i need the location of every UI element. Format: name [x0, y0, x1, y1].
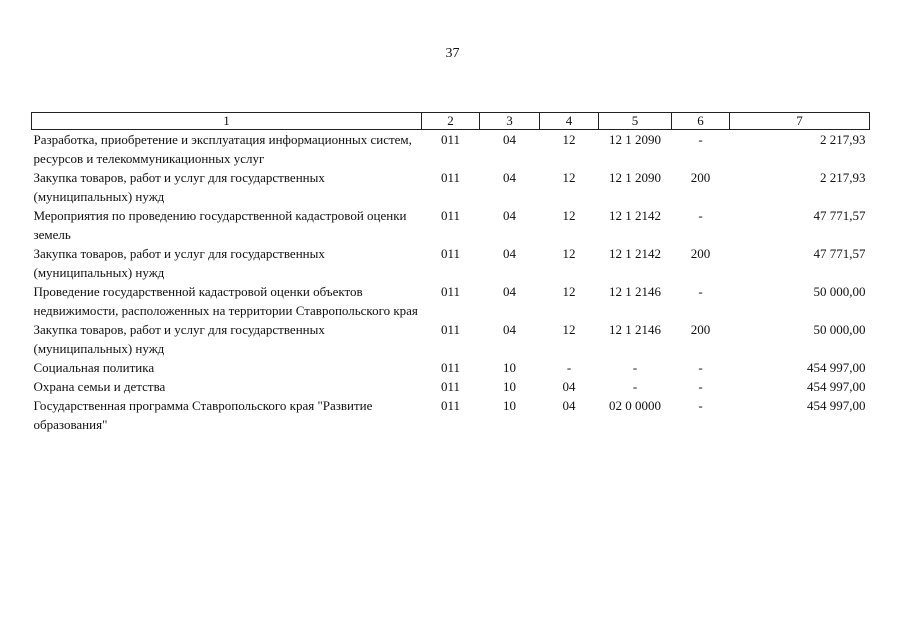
row-expense-type: -	[698, 208, 703, 223]
row-target-article: 12 1 2142	[609, 208, 661, 223]
header-col-1: 1	[32, 113, 422, 130]
row-subsection: 12	[562, 246, 576, 261]
row-name: Социальная политика	[33, 360, 155, 375]
row-amount: 47 771,57	[813, 246, 866, 261]
row-amount: 454 997,00	[807, 398, 866, 413]
row-admin-code: 011	[440, 170, 461, 185]
row-subsection: 12	[562, 284, 576, 299]
row-amount: 50 000,00	[813, 322, 866, 337]
row-target-article: -	[632, 379, 638, 394]
page-number: 37	[445, 46, 460, 61]
row-target-article: 12 1 2142	[609, 246, 661, 261]
row-expense-type: 200	[690, 170, 711, 185]
row-subsection: 12	[562, 132, 576, 147]
row-section: 04	[503, 284, 516, 299]
row-amount: 2 217,93	[820, 132, 866, 147]
row-target-article: 12 1 2146	[609, 284, 661, 299]
table-row	[32, 377, 870, 396]
row-name: Мероприятия по проведению государственной кадастровой оценки земель	[33, 208, 407, 242]
row-target-article: 12 1 2146	[609, 322, 661, 337]
row-section: 10	[503, 398, 516, 413]
table-row	[32, 358, 870, 377]
row-target-article: 12 1 2090	[609, 170, 661, 185]
row-admin-code: 011	[440, 398, 461, 413]
row-subsection: 04	[562, 379, 576, 394]
row-subsection: 12	[562, 322, 576, 337]
row-subsection: -	[566, 360, 572, 375]
header-col-7: 7	[730, 113, 870, 130]
row-admin-code: 011	[440, 132, 461, 147]
table-header	[32, 113, 870, 130]
row-section: 10	[503, 379, 516, 394]
row-target-article: -	[632, 360, 638, 375]
row-subsection: 04	[562, 398, 576, 413]
row-amount: 50 000,00	[813, 284, 866, 299]
row-amount: 47 771,57	[813, 208, 866, 223]
row-expense-type: -	[698, 398, 703, 413]
header-col-5: 5	[599, 113, 672, 130]
row-expense-type: -	[698, 379, 703, 394]
row-name: Закупка товаров, работ и услуг для государственных (муниципальных) нужд	[33, 246, 325, 280]
budget-table	[31, 112, 870, 434]
row-name: Охрана семьи и детства	[33, 379, 166, 394]
row-amount: 2 217,93	[820, 170, 866, 185]
row-target-article: 12 1 2090	[609, 132, 661, 147]
row-subsection: 12	[562, 170, 576, 185]
row-section: 04	[503, 170, 516, 185]
table-row	[32, 206, 870, 244]
row-section: 04	[503, 132, 516, 147]
table-row	[32, 320, 870, 358]
row-section: 04	[503, 208, 516, 223]
header-col-2: 2	[422, 113, 480, 130]
header-col-4: 4	[540, 113, 599, 130]
row-amount: 454 997,00	[807, 379, 866, 394]
table-row	[32, 282, 870, 320]
row-amount: 454 997,00	[807, 360, 866, 375]
row-subsection: 12	[562, 208, 576, 223]
table-row	[32, 244, 870, 282]
row-admin-code: 011	[440, 284, 461, 299]
row-expense-type: -	[698, 360, 703, 375]
table-body	[32, 130, 870, 435]
row-admin-code: 011	[440, 379, 461, 394]
row-target-article: 02 0 0000	[609, 398, 661, 413]
header-row	[32, 113, 870, 130]
row-expense-type: 200	[690, 246, 711, 261]
row-section: 10	[503, 360, 516, 375]
row-admin-code: 011	[440, 246, 461, 261]
row-name: Закупка товаров, работ и услуг для государственных (муниципальных) нужд	[33, 322, 325, 356]
header-col-6: 6	[672, 113, 730, 130]
table-row	[32, 168, 870, 206]
row-name: Проведение государственной кадастровой оценки объектов недвижимости, расположенных на территории Ставропольского края	[33, 284, 418, 318]
row-name: Закупка товаров, работ и услуг для государственных (муниципальных) нужд	[33, 170, 325, 204]
table-row	[32, 130, 870, 169]
row-admin-code: 011	[440, 322, 461, 337]
row-expense-type: -	[698, 132, 703, 147]
row-admin-code: 011	[440, 360, 461, 375]
row-name: Разработка, приобретение и эксплуатация информационных систем, ресурсов и телекоммуникационных услуг	[33, 132, 412, 166]
row-expense-type: 200	[690, 322, 711, 337]
row-expense-type: -	[698, 284, 703, 299]
row-admin-code: 011	[440, 208, 461, 223]
row-section: 04	[503, 322, 516, 337]
table-row	[32, 396, 870, 434]
row-section: 04	[503, 246, 516, 261]
row-name: Государственная программа Ставропольского края "Развитие образования"	[33, 398, 373, 432]
header-col-3: 3	[480, 113, 540, 130]
